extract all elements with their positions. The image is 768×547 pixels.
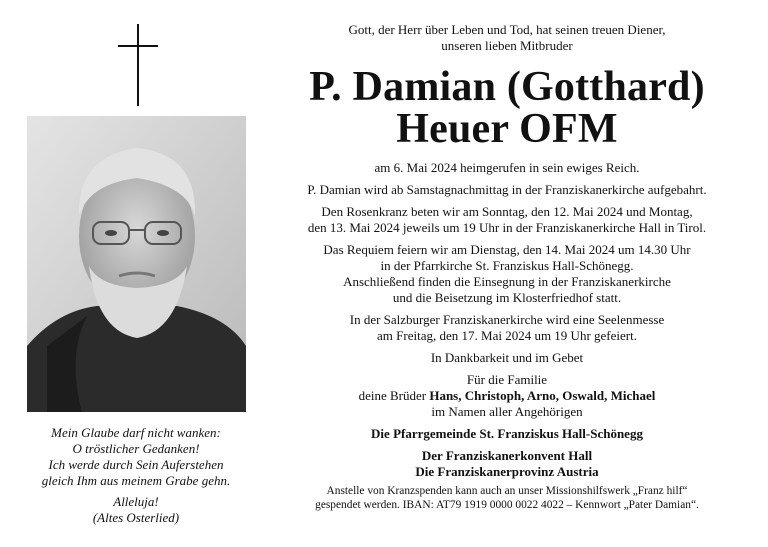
poem-line: O tröstlicher Gedanken! — [72, 441, 200, 456]
requiem-line: in der Pfarrkirche St. Franziskus Hall-Schönegg. — [380, 258, 634, 273]
province-name: Die Franziskanerprovinz Austria — [415, 464, 599, 479]
parish-name: Die Pfarrgemeinde St. Franziskus Hall-Schönegg — [371, 426, 643, 441]
poem-line: Mein Glaube darf nicht wanken: — [51, 425, 221, 440]
rosary-line: den 13. Mai 2024 jeweils um 19 Uhr in der Franziskanerkirche Hall in Tirol. — [307, 220, 707, 235]
poem-line: gleich Ihm aus meinem Grabe gehn. — [41, 473, 231, 488]
deceased-name: P. Damian (Gotthard) Heuer OFM — [309, 64, 705, 152]
mass-line: am Freitag, den 17. Mai 2024 um 19 Uhr gefeiert. — [377, 328, 637, 343]
death-date: am 6. Mai 2024 heimgerufen in sein ewiges Reich. — [374, 160, 640, 175]
family-label: Für die Familie — [466, 372, 548, 387]
announcement-text — [262, 22, 752, 512]
poem-line: Ich werde durch Sein Auferstehen — [48, 457, 224, 472]
relatives-line: im Namen aller Angehörigen — [431, 404, 583, 419]
intro-line: Gott, der Herr über Leben und Tod, hat seinen treuen Diener, — [348, 22, 666, 37]
donation-line: gespendet werden. IBAN: AT79 1919 0000 0022 4022 – Kennwort „Pater Damian“. — [315, 499, 699, 511]
gratitude-line: In Dankbarkeit und im Gebet — [430, 350, 584, 365]
requiem-line: Das Requiem feiern wir am Dienstag, den 14. Mai 2024 um 14.30 Uhr — [323, 242, 691, 257]
intro-line: unseren lieben Mitbruder — [441, 38, 573, 53]
convent-name: Der Franziskanerkonvent Hall — [421, 448, 593, 463]
rosary-line: Den Rosenkranz beten wir am Sonntag, den 12. Mai 2024 und Montag, — [321, 204, 693, 219]
portrait-photo — [27, 116, 246, 412]
mass-line: In der Salzburger Franziskanerkirche wird eine Seelenmesse — [349, 312, 665, 327]
poem-alleluja: Alleluja! — [113, 494, 159, 509]
requiem-line: und die Beisetzung im Klosterfriedhof statt. — [392, 290, 622, 305]
donation-line: Anstelle von Kranzspenden kann auch an unser Missionshilfswerk „Franz hilf“ — [326, 485, 688, 497]
cross-icon — [118, 24, 158, 106]
brothers-line: deine Brüder Hans, Christoph, Arno, Oswald, Michael — [358, 388, 656, 403]
poem-block — [12, 425, 260, 526]
requiem-line: Anschließend finden die Einsegnung in der Franziskanerkirche — [343, 274, 671, 289]
poem-source: (Altes Osterlied) — [92, 510, 180, 525]
brothers-names: Hans, Christoph, Arno, Oswald, Michael — [429, 388, 656, 403]
laid-out-info: P. Damian wird ab Samstagnachmittag in der Franziskanerkirche aufgebahrt. — [307, 182, 707, 197]
